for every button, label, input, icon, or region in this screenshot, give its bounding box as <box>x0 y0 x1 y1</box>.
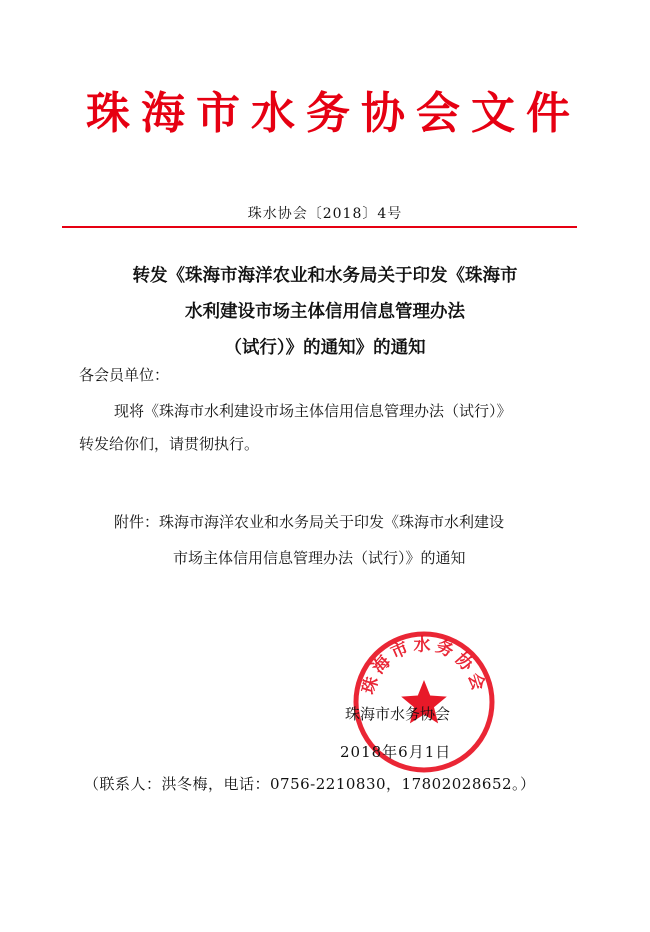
attachment-line-2: 市场主体信用信息管理办法（试行）》的通知 <box>173 549 466 567</box>
signature-organization: 珠海市水务协会 <box>345 705 451 723</box>
notice-title <box>0 258 650 366</box>
notice-title-line-2: 水利建设市场主体信用信息管理办法 <box>185 302 465 322</box>
attachment-line-1: 附件：珠海市海洋农业和水务局关于印发《珠海市水利建设 <box>114 513 505 531</box>
signature-date: 2018年6月1日 <box>340 743 452 761</box>
notice-title-line-3: （试行）》的通知》的通知 <box>224 338 426 358</box>
seal-text: 珠海市水务协会 <box>358 635 490 697</box>
document-header-title: 珠海市水务协会文件 <box>86 88 581 139</box>
contact-info: （联系人：洪冬梅，电话：0756-2210830，17802028652。） <box>84 775 536 793</box>
salutation: 各会员单位： <box>79 366 170 384</box>
notice-title-line-1: 转发《珠海市海洋农业和水务局关于印发《珠海市 <box>132 266 518 286</box>
header-divider <box>62 226 577 228</box>
document-number: 珠水协会〔2018〕4号 <box>247 206 403 222</box>
body-paragraph-line-2: 转发给你们，请贯彻执行。 <box>79 435 260 453</box>
body-paragraph-line-1: 现将《珠海市水利建设市场主体信用信息管理办法（试行）》 <box>114 402 512 420</box>
